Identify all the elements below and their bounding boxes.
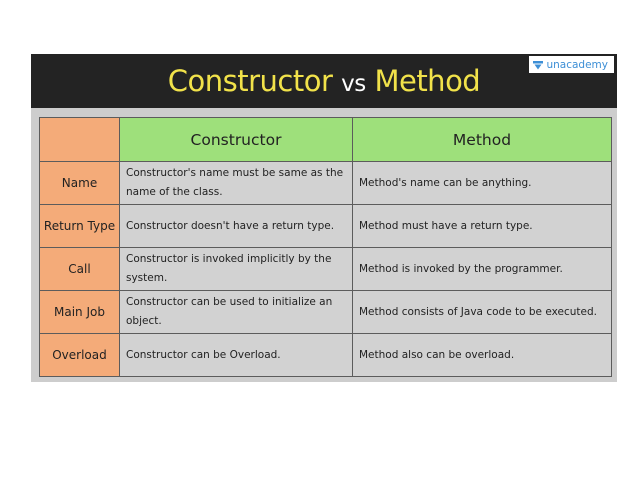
- title-vs: vs: [341, 71, 366, 97]
- title-bar: [31, 54, 617, 108]
- row-label-return-type: Return Type: [40, 205, 120, 248]
- row-label-name: Name: [40, 162, 120, 205]
- unacademy-logo: [529, 56, 614, 73]
- constructor-cell: Constructor can be used to initialize an object.: [120, 291, 353, 334]
- header-method: Method: [353, 118, 612, 162]
- row-label-call: Call: [40, 248, 120, 291]
- table-row: [40, 248, 612, 291]
- method-cell: Method is invoked by the programmer.: [353, 248, 612, 291]
- comparison-table: [39, 117, 612, 377]
- method-cell: Method's name can be anything.: [353, 162, 612, 205]
- constructor-cell: Constructor is invoked implicitly by the system.: [120, 248, 353, 291]
- table-header-row: [40, 118, 612, 162]
- table-row: [40, 205, 612, 248]
- constructor-cell: Constructor can be Overload.: [120, 334, 353, 377]
- logo-text: unacademy: [546, 58, 608, 71]
- title-constructor: Constructor: [167, 64, 333, 98]
- table-row: [40, 291, 612, 334]
- unacademy-logo-icon: [533, 60, 543, 70]
- row-label-overload: Overload: [40, 334, 120, 377]
- constructor-cell: Constructor doesn't have a return type.: [120, 205, 353, 248]
- header-corner-cell: [40, 118, 120, 162]
- table-row: [40, 334, 612, 377]
- method-cell: Method also can be overload.: [353, 334, 612, 377]
- row-label-main-job: Main Job: [40, 291, 120, 334]
- constructor-cell: Constructor's name must be same as the name of the class.: [120, 162, 353, 205]
- title-method: Method: [374, 64, 481, 98]
- method-cell: Method must have a return type.: [353, 205, 612, 248]
- header-constructor: Constructor: [120, 118, 353, 162]
- slide: [31, 54, 617, 382]
- table-row: [40, 162, 612, 205]
- method-cell: Method consists of Java code to be executed.: [353, 291, 612, 334]
